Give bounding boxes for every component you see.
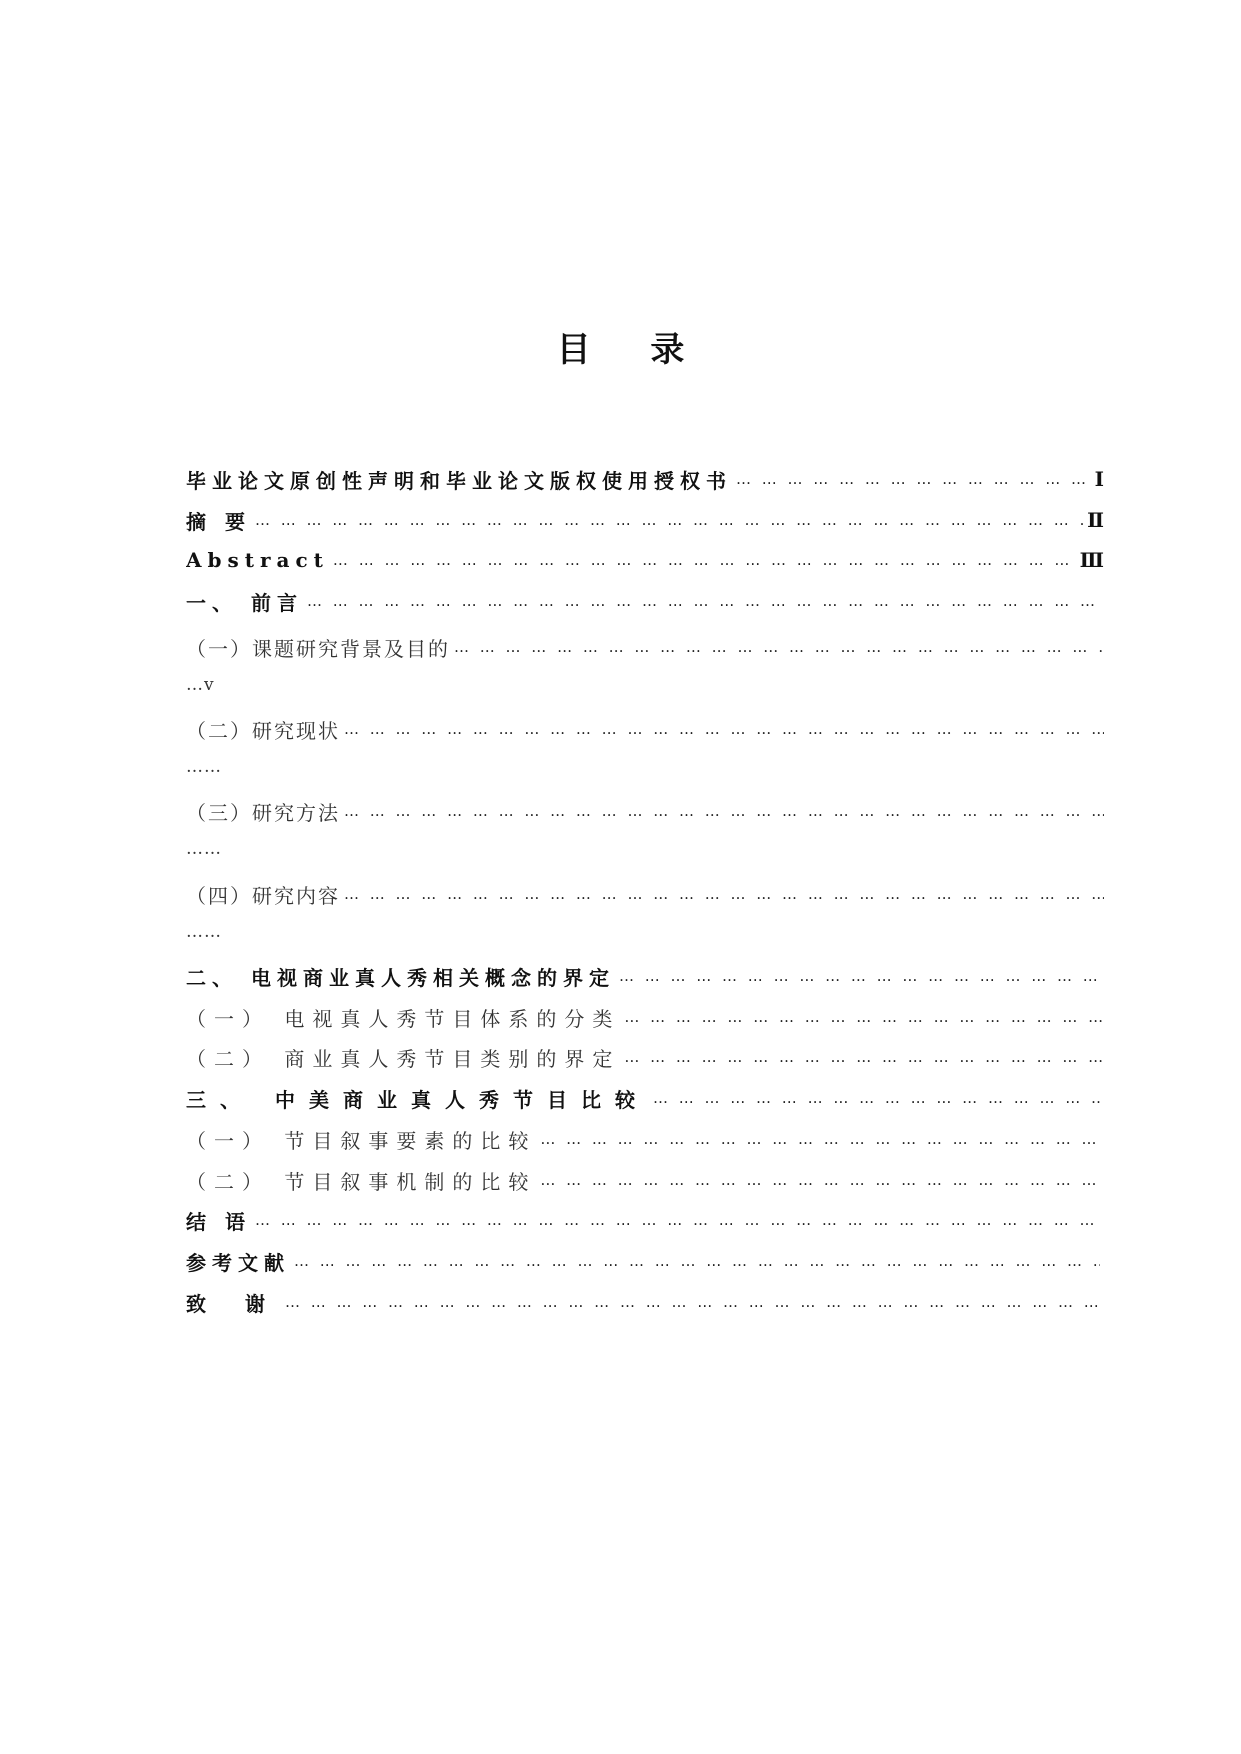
toc-page-number: Ⅱ [1087,508,1104,532]
toc-leader-dots [736,470,1091,488]
toc-entry-conclusion[interactable] [186,1204,1104,1236]
toc-entry-declaration[interactable] [186,463,1104,495]
toc-continuation: …v [186,675,215,695]
toc-entry-label: 致 谢 [186,1291,281,1316]
toc-entry-chapter-2[interactable] [186,960,1104,992]
toc-leader-dots [255,1211,1100,1229]
toc-entry-background[interactable] [186,631,1104,663]
toc-continuation: …… [186,839,222,859]
toc-entry-label: 摘 要 [186,509,251,534]
toc-leader-dots [624,1048,1104,1066]
toc-entry-label: 结 语 [186,1209,251,1234]
toc-leader-dots [540,1171,1104,1189]
toc-entry-abstract-en[interactable] [186,544,1104,576]
toc-leader-dots [540,1130,1104,1148]
toc-entry-status[interactable] [186,713,1104,745]
toc-leader-dots [454,638,1104,656]
toc-leader-dots [344,885,1104,903]
toc-entry-label: （二）研究现状 [186,718,340,743]
toc-entry-label: 毕业论文原创性声明和毕业论文版权使用授权书 [186,468,732,493]
toc-leader-dots [307,592,1100,610]
toc-leader-dots [624,1008,1104,1026]
toc-entry-label: （四）研究内容 [186,883,340,908]
toc-entry-acknowledgements[interactable] [186,1286,1104,1318]
toc-entry-label: （三）研究方法 [186,800,340,825]
toc-entry-label: 三、 中美商业真人秀节目比较 [186,1087,649,1112]
toc-continuation: …… [186,922,222,942]
toc-entry-3-2[interactable] [186,1164,1104,1196]
toc-leader-dots [294,1252,1100,1270]
toc-entry-2-1[interactable] [186,1001,1104,1033]
toc-title: 目 录 [556,330,709,370]
toc-entry-label: 二、 电视商业真人秀相关概念的界定 [186,965,615,990]
toc-entry-2-2[interactable] [186,1041,1104,1073]
toc-leader-dots [344,720,1104,738]
toc-entry-label: 一、 前言 [186,590,303,615]
toc-entry-label: （二） 商业真人秀节目类别的界定 [186,1046,621,1071]
toc-entry-chapter-3[interactable] [186,1082,1104,1114]
toc-leader-dots [653,1089,1100,1107]
toc-entry-3-1[interactable] [186,1123,1104,1155]
toc-entry-label: （一）课题研究背景及目的 [186,636,450,661]
toc-entry-label: （二） 节目叙事机制的比较 [186,1169,537,1194]
toc-leader-dots [619,967,1100,985]
toc-entry-label: （一） 节目叙事要素的比较 [186,1128,537,1153]
toc-entry-label: Abstract [186,548,329,572]
toc-entry-label: （一） 电视真人秀节目体系的分类 [186,1006,621,1031]
toc-leader-dots [344,802,1104,820]
toc-continuation: …… [186,757,222,777]
toc-entry-label: 参考文献 [186,1250,290,1275]
toc-entry-methods[interactable] [186,795,1104,827]
toc-leader-dots [255,511,1083,529]
toc-page-number: Ⅲ [1079,548,1104,572]
toc-entry-preface[interactable] [186,585,1104,617]
toc-entry-abstract-cn[interactable] [186,504,1104,536]
toc-entry-content[interactable] [186,878,1104,910]
toc-leader-dots [333,551,1076,569]
toc-leader-dots [285,1293,1100,1311]
toc-entry-references[interactable] [186,1245,1104,1277]
toc-page-number: Ⅰ [1094,467,1104,491]
